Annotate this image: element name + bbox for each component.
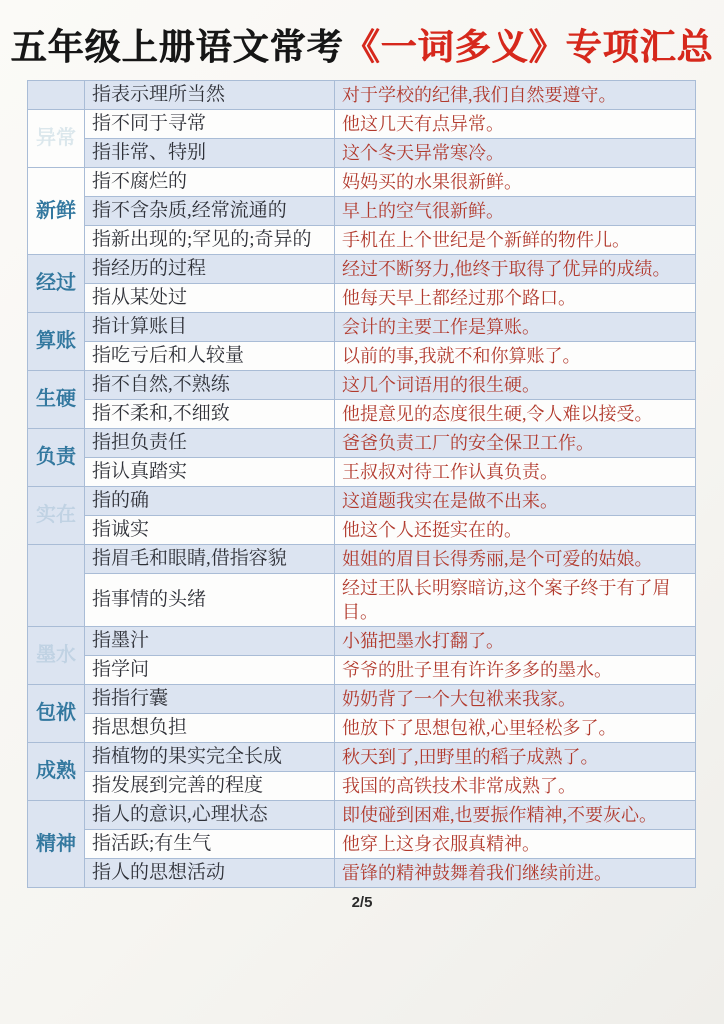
table-row xyxy=(28,713,696,742)
example-cell: 对于学校的纪律,我们自然要遵守。 xyxy=(335,80,696,109)
word-cell xyxy=(28,109,85,167)
definition-cell: 指吃亏后和人较量 xyxy=(85,341,335,370)
word-cell xyxy=(28,684,85,742)
definition-cell: 指经历的过程 xyxy=(85,254,335,283)
example-cell: 他穿上这身衣服真精神。 xyxy=(335,829,696,858)
definition-cell: 指活跃;有生气 xyxy=(85,829,335,858)
table-row xyxy=(28,829,696,858)
definition-cell: 指不腐烂的 xyxy=(85,167,335,196)
definition-cell: 指植物的果实完全长成 xyxy=(85,742,335,771)
definition-cell: 指的确 xyxy=(85,486,335,515)
table-row xyxy=(28,428,696,457)
table-row xyxy=(28,225,696,254)
example-cell: 爸爸负责工厂的安全保卫工作。 xyxy=(335,428,696,457)
table-row xyxy=(28,742,696,771)
definition-cell: 指认真踏实 xyxy=(85,457,335,486)
word-cell xyxy=(28,428,85,486)
definition-cell: 指表示理所当然 xyxy=(85,80,335,109)
word-label: 异常 xyxy=(36,127,76,150)
definition-cell: 指学问 xyxy=(85,655,335,684)
example-cell: 这道题我实在是做不出来。 xyxy=(335,486,696,515)
example-cell: 妈妈买的水果很新鲜。 xyxy=(335,167,696,196)
table-row xyxy=(28,858,696,887)
title-red-part: 《一词多义》专项汇总 xyxy=(343,27,714,67)
table-row xyxy=(28,341,696,370)
table-row xyxy=(28,196,696,225)
title-black-part: 五年级上册语文常考 xyxy=(10,27,344,67)
table-row xyxy=(28,457,696,486)
word-label: 精神 xyxy=(36,832,76,855)
example-cell: 我国的高铁技术非常成熟了。 xyxy=(335,771,696,800)
word-label: 包袱 xyxy=(36,702,76,725)
word-label: 墨水 xyxy=(36,644,76,667)
table-row xyxy=(28,515,696,544)
word-label: 算账 xyxy=(36,330,76,353)
example-cell: 王叔叔对待工作认真负责。 xyxy=(335,457,696,486)
example-cell: 奶奶背了一个大包袱来我家。 xyxy=(335,684,696,713)
word-cell xyxy=(28,254,85,312)
table-row xyxy=(28,312,696,341)
definition-cell: 指不柔和,不细致 xyxy=(85,399,335,428)
word-label: 实在 xyxy=(36,504,76,527)
example-cell: 即使碰到困难,也要振作精神,不要灰心。 xyxy=(335,800,696,829)
definition-cell: 指墨汁 xyxy=(85,626,335,655)
word-cell xyxy=(28,626,85,684)
word-cell xyxy=(28,544,85,626)
table-row xyxy=(28,626,696,655)
page-title xyxy=(0,0,724,68)
example-cell: 他放下了思想包袱,心里轻松多了。 xyxy=(335,713,696,742)
definition-cell: 指事情的头绪 xyxy=(85,573,335,626)
definition-cell: 指计算账目 xyxy=(85,312,335,341)
example-cell: 爷爷的肚子里有许许多多的墨水。 xyxy=(335,655,696,684)
example-cell: 秋天到了,田野里的稻子成熟了。 xyxy=(335,742,696,771)
example-cell: 早上的空气很新鲜。 xyxy=(335,196,696,225)
example-cell: 他提意见的态度很生硬,令人难以接受。 xyxy=(335,399,696,428)
word-cell xyxy=(28,742,85,800)
example-cell: 雷锋的精神鼓舞着我们继续前进。 xyxy=(335,858,696,887)
definition-cell: 指诚实 xyxy=(85,515,335,544)
table-row xyxy=(28,655,696,684)
definition-cell: 指人的思想活动 xyxy=(85,858,335,887)
word-label: 新鲜 xyxy=(36,199,76,222)
definition-cell: 指非常、特别 xyxy=(85,138,335,167)
example-cell: 会计的主要工作是算账。 xyxy=(335,312,696,341)
definition-cell: 指思想负担 xyxy=(85,713,335,742)
word-cell xyxy=(28,80,85,109)
word-label: 负责 xyxy=(36,446,76,469)
definition-cell: 指新出现的;罕见的;奇异的 xyxy=(85,225,335,254)
table-row xyxy=(28,370,696,399)
table-row xyxy=(28,573,696,626)
table-row xyxy=(28,399,696,428)
word-label: 成熟 xyxy=(36,760,76,783)
table-row xyxy=(28,254,696,283)
word-cell xyxy=(28,486,85,544)
definition-cell: 指不自然,不熟练 xyxy=(85,370,335,399)
example-cell: 经过王队长明察暗访,这个案子终于有了眉目。 xyxy=(335,573,696,626)
table-row xyxy=(28,109,696,138)
word-cell xyxy=(28,370,85,428)
example-cell: 他这几天有点异常。 xyxy=(335,109,696,138)
table-row xyxy=(28,771,696,800)
definition-cell: 指指行囊 xyxy=(85,684,335,713)
word-label: 经过 xyxy=(36,272,76,295)
table-row xyxy=(28,283,696,312)
word-cell xyxy=(28,800,85,887)
example-cell: 姐姐的眉目长得秀丽,是个可爱的姑娘。 xyxy=(335,544,696,573)
table-row xyxy=(28,684,696,713)
table-row xyxy=(28,486,696,515)
table-row xyxy=(28,167,696,196)
example-cell: 这个冬天异常寒冷。 xyxy=(335,138,696,167)
definition-cell: 指从某处过 xyxy=(85,283,335,312)
definition-cell: 指人的意识,心理状态 xyxy=(85,800,335,829)
example-cell: 经过不断努力,他终于取得了优异的成绩。 xyxy=(335,254,696,283)
word-label: 生硬 xyxy=(36,388,76,411)
polysemy-table-body xyxy=(28,80,696,887)
table-row xyxy=(28,138,696,167)
table-row xyxy=(28,544,696,573)
word-cell xyxy=(28,167,85,254)
table-row xyxy=(28,800,696,829)
polysemy-table xyxy=(27,80,696,888)
example-cell: 他每天早上都经过那个路口。 xyxy=(335,283,696,312)
example-cell: 以前的事,我就不和你算账了。 xyxy=(335,341,696,370)
table-row xyxy=(28,80,696,109)
definition-cell: 指发展到完善的程度 xyxy=(85,771,335,800)
definition-cell: 指不同于寻常 xyxy=(85,109,335,138)
example-cell: 小猫把墨水打翻了。 xyxy=(335,626,696,655)
definition-cell: 指担负责任 xyxy=(85,428,335,457)
definition-cell: 指不含杂质,经常流通的 xyxy=(85,196,335,225)
example-cell: 手机在上个世纪是个新鲜的物件儿。 xyxy=(335,225,696,254)
word-cell xyxy=(28,312,85,370)
definition-cell: 指眉毛和眼睛,借指容貌 xyxy=(85,544,335,573)
page-number: 2/5 xyxy=(351,893,373,911)
example-cell: 他这个人还挺实在的。 xyxy=(335,515,696,544)
example-cell: 这几个词语用的很生硬。 xyxy=(335,370,696,399)
